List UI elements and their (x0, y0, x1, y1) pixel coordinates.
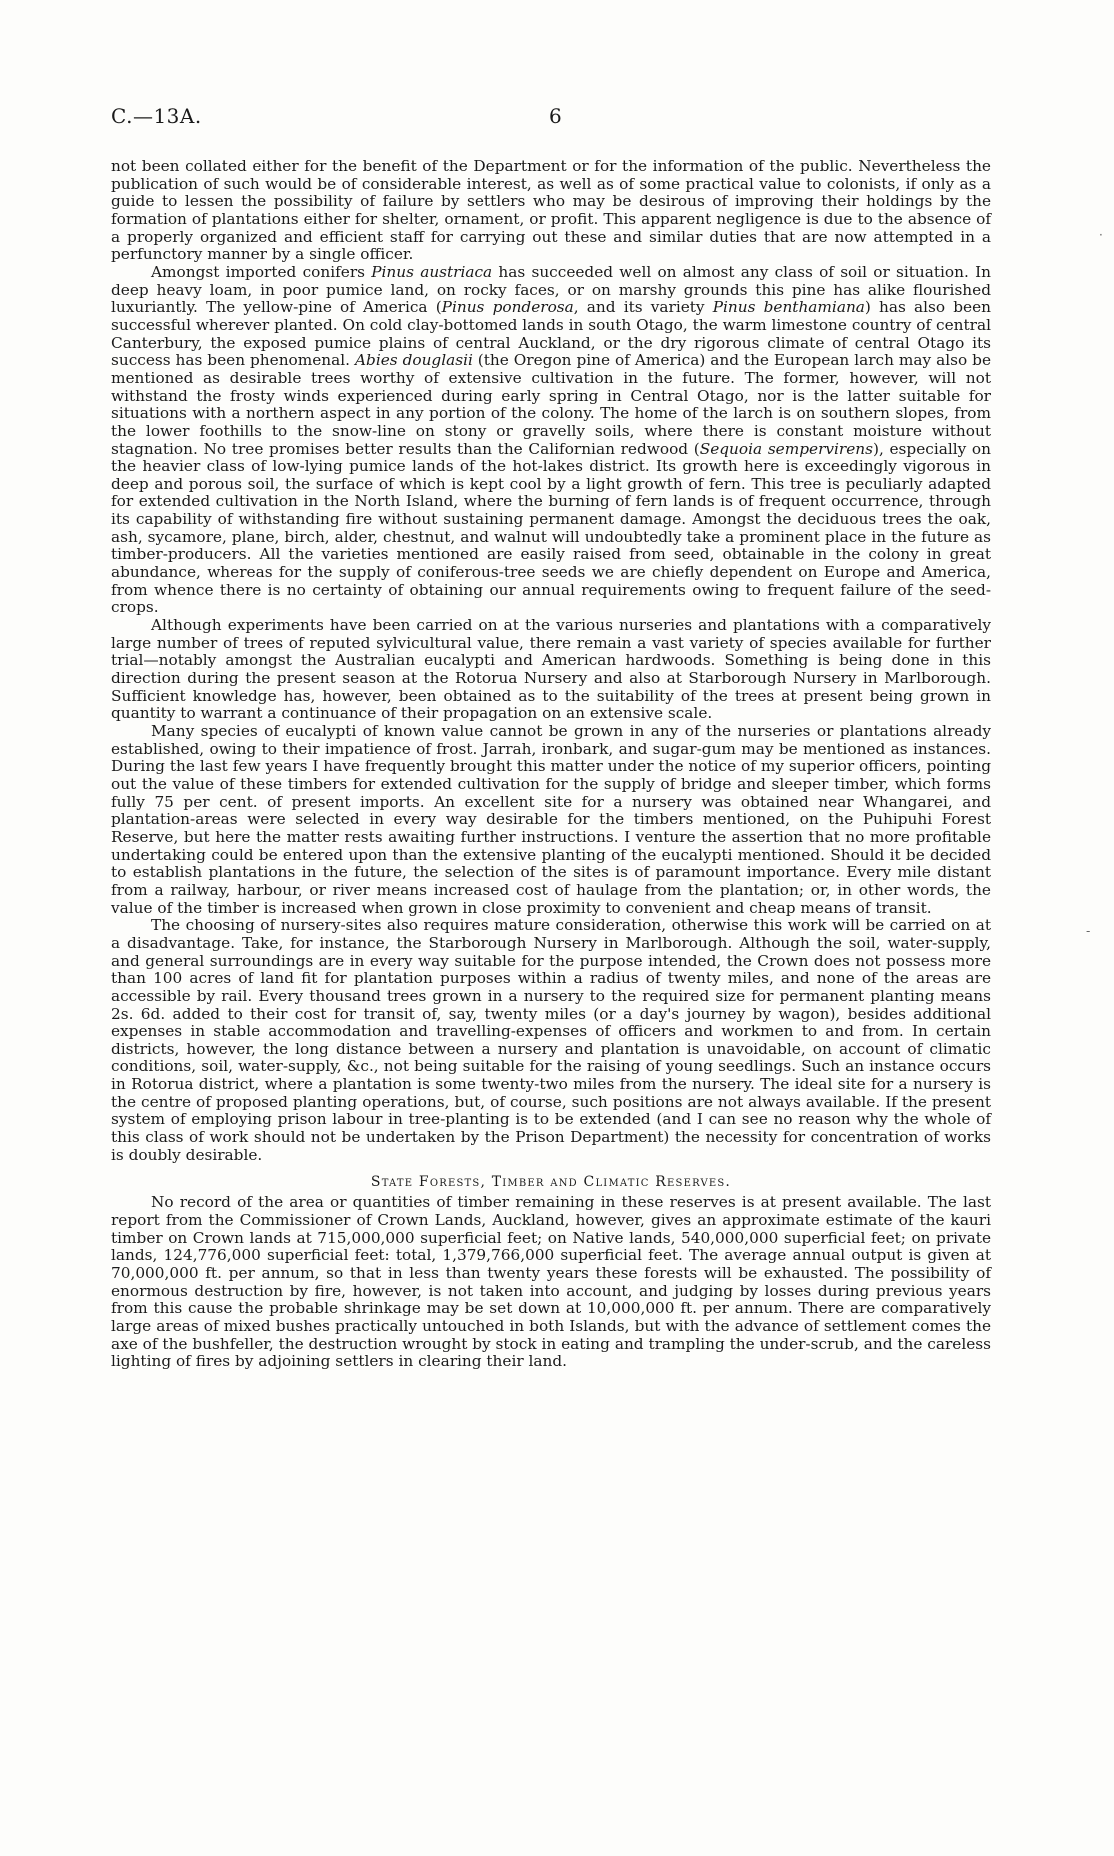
italic-species-name: Sequoia sempervirens (699, 439, 873, 458)
page-header (111, 104, 991, 132)
italic-species-name: Pinus austriaca (371, 262, 493, 281)
section-heading: State Forests, Timber and Climatic Reserves. (370, 1174, 732, 1191)
paragraph (111, 1194, 991, 1371)
main-text (111, 158, 991, 1164)
paragraph-text: (the Oregon pine of America) and the European larch may also be mentioned as desirable trees worthy of extensive cultivation in the future. The former, however, will not withstand the frosty winds experienced during early spring in Central Otago, nor is the latter suitable for situations with a northern aspect in any portion of the colony. The home of the larch is on southern slopes, from the lower foothills to the snow-line on stony or gravelly soils, where there is constant moisture without stagnation. No tree promises better results than the Californian redwood ( (111, 351, 991, 458)
document-reference: C.—13A. (111, 104, 202, 128)
italic-species-name: Pinus ponderosa (441, 298, 574, 317)
paragraph-text: Although experiments have been carried on at the various nurseries and plantations with a comparatively large number of trees of reputed sylvicultural value, there remain a vast variety of species available for further trial—notably amongst the Australian eucalypti and American hardwoods. Something is being done in this direction during the present season at the Rotorua Nursery and also at Starborough Nursery in Marlborough. Sufficient knowledge has, however, been obtained as to the suitability of the trees at present being grown in quantity to warrant a continuance of their propagation on an extensive scale. (111, 616, 991, 723)
paragraph (111, 723, 991, 917)
italic-species-name: Pinus benthamiana (712, 298, 865, 317)
paragraph-text: The choosing of nursery-sites also requires mature consideration, otherwise this work will be carried on at a disadvantage. Take, for instance, the Starborough Nursery in Marlborough. Although the soil, water-supply, and general surroundings are in every way suitable for the purpose intended, the Crown does not possess more than 100 acres of land fit for plantation purposes within a radius of twenty miles, and none of the areas are accessible by rail. Every thousand trees grown in a nursery to the required size for permanent planting means 2s. 6d. added to their cost for transit of, say, twenty miles (or a day's journey by wagon), besides additional expenses in stable accommodation and travelling-expenses of officers and workmen to and from. In certain districts, however, the long distance between a nursery and plantation is unavoidable, on account of climatic conditions, soil, water-supply, &c., not being suitable for the raising of young seedlings. Such an instance occurs in Rotorua district, where a plantation is some twenty-two miles from the nursery. The ideal site for a nursery is the centre of proposed planting operations, but, of course, such positions are not always available. If the present system of employing prison labour in tree-planting is to be extended (and I can see no reason why the whole of this class of work should not be undertaken by the Prison Department) the necessity for concentration of works is doubly desirable. (111, 916, 991, 1164)
paragraph (111, 917, 991, 1164)
section-text (111, 1194, 991, 1371)
paragraph (111, 264, 991, 617)
paragraph-text: Amongst imported conifers (151, 262, 372, 281)
document-body (111, 158, 991, 1371)
paragraph-text: has succeeded well on almost any class of soil or situation. In deep heavy loam, in poor pumice land, on rocky faces, or on marshy grounds this pine has alike flourished luxuriantly. The yellow-pine of America ( (111, 262, 991, 317)
paragraph (111, 617, 991, 723)
paragraph-text: ), especially on the heavier class of low-lying pumice lands of the hot-lakes district. Its growth here is exceedingly vigorous in deep and porous soil, the surface of which is kept cool by a light growth of fern. This tree is peculiarly adapted for extended cultivation in the North Island, where the burning of fern lands is of frequent occurrence, through its capability of withstanding fire without sustaining permanent damage. Amongst the deciduous trees the oak, ash, sycamore, plane, birch, alder, chestnut, and walnut will undoubtedly take a prominent place in the future as timber-producers. All the varieties mentioned are easily raised from seed, obtainable in the colony in great abundance, whereas for the supply of coniferous-tree seeds we are chiefly dependent on Europe and America, from whence there is no certainty of obtaining our annual requirements owing to frequent failure of the seed-crops. (111, 439, 991, 617)
page-number: 6 (549, 104, 562, 128)
margin-mark: · (1099, 228, 1103, 242)
paragraph (111, 158, 991, 264)
paragraph-text: ) has also been successful wherever planted. On cold clay-bottomed lands in south Otago, the warm limestone country of central Canterbury, the exposed pumice plains of central Auckland, or the dry rigorous climate of central Otago its success has been phenomenal. (111, 298, 991, 370)
paragraph-text: Many species of eucalypti of known value cannot be grown in any of the nurseries or plantations already established, owing to their impatience of frost. Jarrah, ironbark, and sugar-gum may be mentioned as instances. During the last few years I have frequently brought this matter under the notice of my superior officers, pointing out the value of these timbers for extended cultivation for the supply of bridge and sleeper timber, which forms fully 75 per cent. of present imports. An excellent site for a nursery was obtained near Whangarei, and plantation-areas were selected in every way desirable for the timbers mentioned, on the Puhipuhi Forest Reserve, but here the matter rests awaiting further instructions. I venture the assertion that no more profitable undertaking could be entered upon than the extensive planting of the eucalypti mentioned. Should it be decided to establish plantations in the future, the selection of the sites is of paramount importance. Every mile distant from a railway, harbour, or river means increased cost of haulage from the plantation; or, in other words, the value of the timber is increased when grown in close proximity to convenient and cheap means of transit. (111, 722, 991, 917)
margin-mark: - (1086, 924, 1091, 938)
paragraph-text: not been collated either for the benefit of the Department or for the information of the public. Nevertheless the publication of such would be of considerable interest, as well as of some practical value to colonists, if only as a guide to lessen the possibility of failure by settlers who may be desirous of improving their holdings by the formation of plantations either for shelter, ornament, or profit. This apparent negligence is due to the absence of a properly organized and efficient staff for carrying out these and similar duties that are now attempted in a perfunctory manner by a single officer. (111, 157, 991, 264)
paragraph-text: , and its variety (573, 298, 713, 317)
italic-species-name: Abies douglasii (354, 351, 473, 370)
paragraph-text: No record of the area or quantities of timber remaining in these reserves is at present available. The last report from the Commissioner of Crown Lands, Auckland, however, gives an approximate estimate of the kauri timber on Crown lands at 715,000,000 superficial feet; on Native lands, 540,000,000 superficial feet; on private lands, 124,776,000 superficial feet: total, 1,379,766,000 superficial feet. The average annual output is given at 70,000,000 ft. per annum, so that in less than twenty years these forests will be exhausted. The possibility of enormous destruction by fire, however, is not taken into account, and judging by losses during previous years from this cause the probable shrinkage may be set down at 10,000,000 ft. per annum. There are comparatively large areas of mixed bushes practically untouched in both Islands, but with the advance of settlement comes the axe of the bushfeller, the destruction wrought by stock in eating and trampling the under-scrub, and the careless lighting of fires by adjoining settlers in clearing their land. (111, 1193, 991, 1371)
